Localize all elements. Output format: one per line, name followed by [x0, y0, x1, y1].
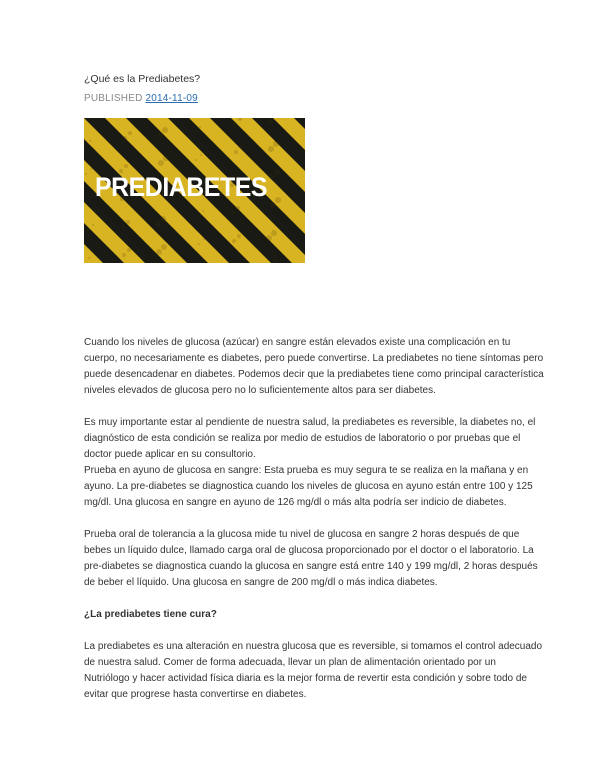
texture-speck	[89, 140, 91, 142]
published-label: PUBLISHED	[84, 93, 143, 104]
texture-speck	[266, 235, 272, 241]
paragraph-intro: Cuando los niveles de glucosa (azúcar) en sangre están elevados existe una complicación en tu cuerpo, no necesariamente es diabetes, pero puede convertirse. La prediabetes no tiene síntomas pero puede desencadenar en diabetes. Podemos decir que la prediabetes tiene como principal característica niveles elevados de glucosa pero no lo suficientemente altos para ser diabetes.	[84, 337, 544, 396]
texture-speck	[231, 211, 235, 215]
texture-speck	[126, 220, 130, 224]
texture-speck	[123, 136, 127, 140]
texture-speck	[202, 210, 204, 212]
texture-speck	[195, 159, 197, 161]
texture-speck	[127, 248, 131, 252]
paragraph-fasting-test: Prueba en ayuno de glucosa en sangre: Esta prueba es muy segura te se realiza en la mañana y en ayuno. La pre-diabetes se diagnostica cuando los niveles de glucosa en ayuno están entre 100 y 125 mg/dl. Una glucosa en sangre en ayuno de 126 mg/dl o más alta podría ser indicio de diabetes.	[84, 465, 533, 508]
texture-speck	[88, 257, 90, 259]
texture-speck	[155, 221, 161, 227]
texture-speck	[124, 164, 128, 168]
texture-speck	[84, 145, 86, 147]
texture-speck	[86, 201, 88, 203]
article-body	[84, 335, 544, 719]
banner-text: PREDIABETES	[95, 172, 267, 202]
texture-speck	[198, 243, 200, 245]
texture-speck	[87, 229, 89, 231]
texture-speck	[160, 216, 166, 222]
texture-speck	[273, 141, 279, 147]
blog-post	[84, 72, 544, 700]
texture-speck	[236, 206, 240, 210]
texture-speck	[121, 225, 125, 229]
texture-speck	[92, 224, 94, 226]
texture-speck	[156, 249, 162, 255]
paragraph-importance: Es muy importante estar al pendiente de nuestra salud, la prediabetes es reversible, la diabetes no, el diagnóstico de esta condición se realiza por medio de estudios de laboratorio o por pruebas que el doctor puede aplicar en su consultorio.	[84, 417, 536, 460]
texture-speck	[90, 168, 92, 170]
texture-speck	[161, 244, 167, 250]
texture-speck	[163, 155, 169, 161]
texture-speck	[128, 131, 132, 135]
texture-speck	[233, 122, 237, 126]
paragraph-tolerance-test: Prueba oral de tolerancia a la glucosa mide tu nivel de glucosa en sangre 2 horas después de que bebes un líquido dulce, llamado carga oral de glucosa proporcionado por el doctor o el laboratorio. La pre-diabetes se diagnostica cuando la glucosa en sangre está entre 140 y 199 mg/dl, 2 horas después de beber el líquido. Una glucosa en sangre de 200 mg/dl o más indica diabetes.	[84, 529, 538, 588]
paragraph-cure: La prediabetes es una alteración en nuestra glucosa que es reversible, si tomamos el control adecuado de nuestra salud. Comer de forma adecuada, llevar un plan de alimentación orientado por un Nutriólogo y hacer actividad física diaria es la mejor forma de revertir esta condición y sobre todo de evitar que progrese hasta convertirse en diabetes.	[84, 641, 543, 700]
texture-speck	[270, 202, 276, 208]
texture-speck	[197, 215, 199, 217]
texture-speck	[162, 127, 168, 133]
texture-speck	[232, 239, 236, 243]
texture-speck	[194, 131, 196, 133]
texture-speck	[234, 150, 238, 154]
texture-speck	[200, 154, 202, 156]
texture-speck	[269, 174, 275, 180]
texture-speck	[122, 253, 126, 257]
texture-speck	[91, 196, 93, 198]
published-date-link[interactable]: 2014-11-09	[145, 93, 198, 104]
texture-speck	[157, 132, 163, 138]
texture-speck	[239, 145, 243, 149]
texture-speck	[268, 146, 274, 152]
texture-speck	[271, 230, 277, 236]
post-title: ¿Qué es la Prediabetes?	[84, 73, 201, 85]
texture-speck	[274, 169, 280, 175]
texture-speck	[85, 173, 87, 175]
published-line	[84, 92, 544, 105]
texture-speck	[275, 197, 281, 203]
section-heading-cure: ¿La prediabetes tiene cura?	[84, 609, 217, 620]
prediabetes-banner-image	[84, 118, 305, 263]
texture-speck	[203, 238, 205, 240]
texture-speck	[158, 160, 164, 166]
texture-speck	[237, 234, 241, 238]
texture-speck	[267, 118, 273, 124]
texture-speck	[199, 126, 201, 128]
